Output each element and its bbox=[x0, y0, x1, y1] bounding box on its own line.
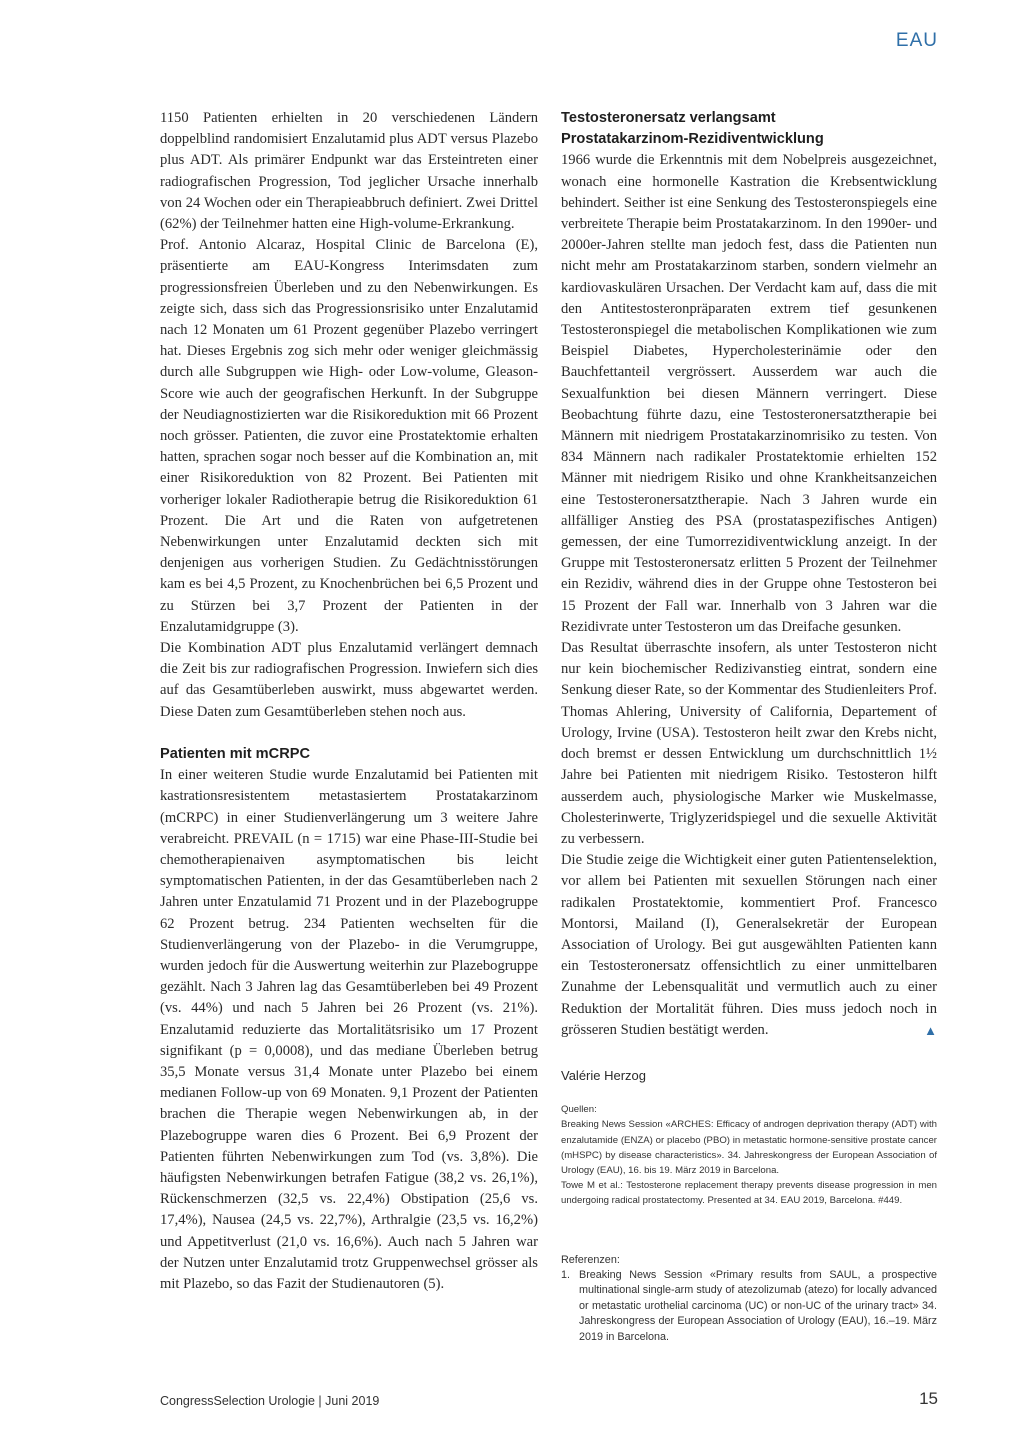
paragraph-text: Die Studie zeige die Wichtigkeit einer guten Patientenselektion, vor allem bei Patienten mit sexuellen Störungen nach einer radikalen Prostatektomie, kommentiert Prof. Francesco Montorsi, Mailand (I), Generalsekretär der European Association of Urology. Bei gut ausgewählten Patienten kann ein Testosteronersatz offensichtlich zu einer unmittelbaren Zunahme der Lebensqualität und vermutlich auch zu einer Reduktion der Mortalität führen. Dies muss jedoch noch in grösseren Studien bestätigt werden. bbox=[561, 852, 937, 1038]
reference-item bbox=[561, 1268, 937, 1345]
sources bbox=[561, 1102, 937, 1208]
section-heading: Patienten mit mCRPC bbox=[160, 745, 311, 762]
paragraph bbox=[561, 850, 937, 1041]
paragraph: Die Kombination ADT plus Enzalutamid verlängert demnach die Zeit bis zur radiografischen Progression. Inwiefern sich dies auf das Gesamtüberleben auswirkt, muss abgewartet werden. Diese Daten zum Gesamtüberleben stehen noch aus. bbox=[160, 640, 538, 720]
source-item: Breaking News Session «ARCHES: Efficacy of androgen deprivation therapy (ADT) with enzalutamide (ENZA) or placebo (PBO) in metastatic hormone-sensitive prostate cancer (mHSPC) by disease characteristics». 34. Jahreskongress der European Association of Urology (EAU), 16. bis 19. März 2019 in Barcelona. bbox=[561, 1119, 937, 1176]
paragraph: Das Resultat überraschte insofern, als unter Testosteron nicht nur kein biochemischer Redizivanstieg eintrat, sondern eine Senkung dieser Rate, so der Kommentar des Studienleiters Prof. Thomas Ahlering, University of California, Departement of Urology, Irvine (USA). Testosteron heilt zwar den Krebs nicht, doch bremst er dessen Entwicklung um durchschnittlich 1½ Jahre bei Patienten mit niedrigem Risiko. Testosteron hilft ausserdem auch, physiologische Marker wie Muskelmasse, Cholesterinwerte, Triglyzeridspiegel und die sexuelle Aktivität zu verbessern. bbox=[561, 640, 937, 847]
reference-number: 1. bbox=[561, 1268, 571, 1281]
references bbox=[561, 1253, 937, 1345]
section-heading bbox=[561, 108, 937, 150]
heading-line: Testosteronersatz verlangsamt bbox=[561, 110, 776, 126]
right-column bbox=[561, 108, 937, 1345]
sources-title: Quellen: bbox=[561, 1104, 597, 1116]
paragraph: In einer weiteren Studie wurde Enzalutamid bei Patienten mit kastrationsresistentem metastasiertem Prostatakarzinom (mCRPC) in einer Studienverlängerung um 3 weitere Jahre verabreicht. PREVAIL (n = 1715) war eine Phase-III-Studie bei chemotherapienaiven asymptomatischen bis leicht symptomatischen Patienten, in der das Gesamtüberleben nach 2 Jahren unter Enzatulamid 71 Prozent und in der Plazebogruppe 62 Prozent betrug. 234 Patienten wechselten für die Studienverlängerung von der Plazebo- in die Verumgruppe, wurden jedoch für die Auswertung weiterhin zur Plazebogruppe gezählt. Nach 3 Jahren lag das Gesamtüberleben bei 49 Prozent (vs. 44%) und nach 5 Jahren bei 26 Prozent (vs. 21%). Enzalutamid reduzierte das Mortalitätsrisiko um 17 Prozent signifikant (p = 0,0008), und das mediane Überleben betrug 35,5 Monate versus 31,4 Monate unter Plazebo bei einem medianen Follow-up von 69 Monaten. 9,1 Prozent der Patienten brachen die Therapie wegen Nebenwirkungen ab, in der Plazebogruppe waren dies 6 Prozent. Bei 6,9 Prozent der Patienten führten Nebenwirkungen zum Tod (vs. 3,8%). Die häufigsten Nebenwirkungen betrafen Fatigue (38,2 vs. 26,1%), Rückenschmerzen (32,5 vs. 22,4%) Obstipation (25,6 vs. 17,4%), Nausea (24,5 vs. 22,7%), Arthralgie (23,5 vs. 16,2%) und Appetitverlust (21,0 vs. 16,6%). Auch nach 5 Jahren war der Nutzen unter Enzalutamid trotz Gruppenwechsel grösser als mit Plazebo, so das Fazit der Studienautoren (5). bbox=[160, 767, 538, 1292]
reference-text: Breaking News Session «Primary results from SAUL, a prospective multinational single-arm study of atezolizumab (atezo) for locally advanced or metastatic urothelial carcinoma (UC) or non-UC of the urinary tract» 34. Jahreskongress der European Association of Urology (EAU), 16.–19. März 2019 in Barcelona. bbox=[579, 1268, 937, 1343]
heading-line: Prostatakarzinom-Rezidiventwicklung bbox=[561, 131, 824, 148]
references-title: Referenzen: bbox=[561, 1253, 620, 1266]
end-mark-icon: ▲ bbox=[924, 1022, 937, 1038]
section-tag: EAU bbox=[895, 30, 938, 51]
author: Valérie Herzog bbox=[561, 1067, 647, 1083]
source-item: Towe M et al.: Testosterone replacement therapy prevents disease progression in men undergoing radical prostatectomy. Presented at 34. EAU 2019, Barcelona. #449. bbox=[561, 1180, 937, 1207]
left-column bbox=[160, 108, 538, 1295]
paragraph: Prof. Antonio Alcaraz, Hospital Clinic de Barcelona (E), präsentierte am EAU-Kongress Interimsdaten zum progressionsfreien Überleben und zu den Nebenwirkungen. Es zeigte sich, dass sich das Progressionsrisiko unter Enzalutamid nach 12 Monaten um 61 Prozent gegenüber Plazebo verringert hat. Dieses Ergebnis zog sich mehr oder weniger gleichmässig durch alle Subgruppen wie High- oder Low-volume, Gleason-Score wie auch der geografischen Herkunft. In der Subgruppe der Neudiagnostizierten war die Risikoreduktion mit 66 Prozent noch grösser. Patienten, die zuvor eine Prostatektomie erhalten hatten, sprachen sogar noch besser auf die Kombination an, mit einer Risikoreduktion von 82 Prozent. Bei Patienten mit vorheriger lokaler Radiotherapie betrug die Risikoreduktion 61 Prozent. Die Art und die Raten von aufgetretenen Nebenwirkungen unter Enzalutamid deckten sich mit denjenigen aus vorherigen Studien. Zu Gedächtnisstörungen kam es bei 4,5 Prozent, zu Knochenbrüchen bei 6,5 Prozent und zu Stürzen bei 3,7 Prozent der Patienten in der Enzalutamidgruppe (3). bbox=[160, 237, 538, 635]
page-number: 15 bbox=[919, 1389, 938, 1408]
paragraph: 1150 Patienten erhielten in 20 verschiedenen Ländern doppelblind randomisiert Enzalutamid plus ADT versus Plazebo plus ADT. Als primärer Endpunkt war das Ersteintreten einer radiografischen Progression, Tod jeglicher Ursache innerhalb von 24 Wochen oder ein Therapieabbruch definiert. Zwei Drittel (62%) der Teilnehmer hatten eine High-volume-Erkrankung. bbox=[160, 110, 538, 233]
paragraph: 1966 wurde die Erkenntnis mit dem Nobelpreis ausgezeichnet, wonach eine hormonelle Kastration die Krebsentwicklung behindert. Seither ist eine Senkung des Testosteronspiegels eine verbreitete Therapie beim Prostatakarzinom. In den 1990er- und 2000er-Jahren stellte man jedoch fest, dass die Patienten nun nicht mehr am Prostatakarzinom starben, sondern vielmehr an kardiovaskulären Ursachen. Der Verdacht kam auf, dass die mit den Antitestosteronpräparaten extrem tief gesunkenen Testosteronspiegel die metabolischen Komplikationen wie zum Beispiel Diabetes, Hypercholesterinämie oder den Bauchfettanteil vergrössert. Ausserdem war auch die Sexualfunktion bei diesen Männern verringert. Diese Beobachtung führte dazu, eine Testosteronersatztherapie bei Männern mit niedrigem Prostatakarzinomrisiko zu testen. Von 834 Männern nach radikaler Prostatektomie erhielten 152 Männer mit niedrigem Risiko und ohne Krankheitsanzeichen eine Testosteronersatztherapie. Nach 3 Jahren wurde ein allfälliger Anstieg des PSA (prostataspezifisches Antigen) gemessen, der eine Tumorrezidiventwicklung anzeigt. In der Gruppe mit Testosteronersatz erlitten 5 Prozent der Teilnehmer ein Rezidiv, während dies in der Gruppe ohne Testosteron bei 15 Prozent der Fall war. Innerhalb von 3 Jahren war die Rezidivrate unter Testosteron um das Dreifache gesunken. bbox=[561, 152, 937, 635]
footer-publication: CongressSelection Urologie | Juni 2019 bbox=[160, 1394, 380, 1408]
